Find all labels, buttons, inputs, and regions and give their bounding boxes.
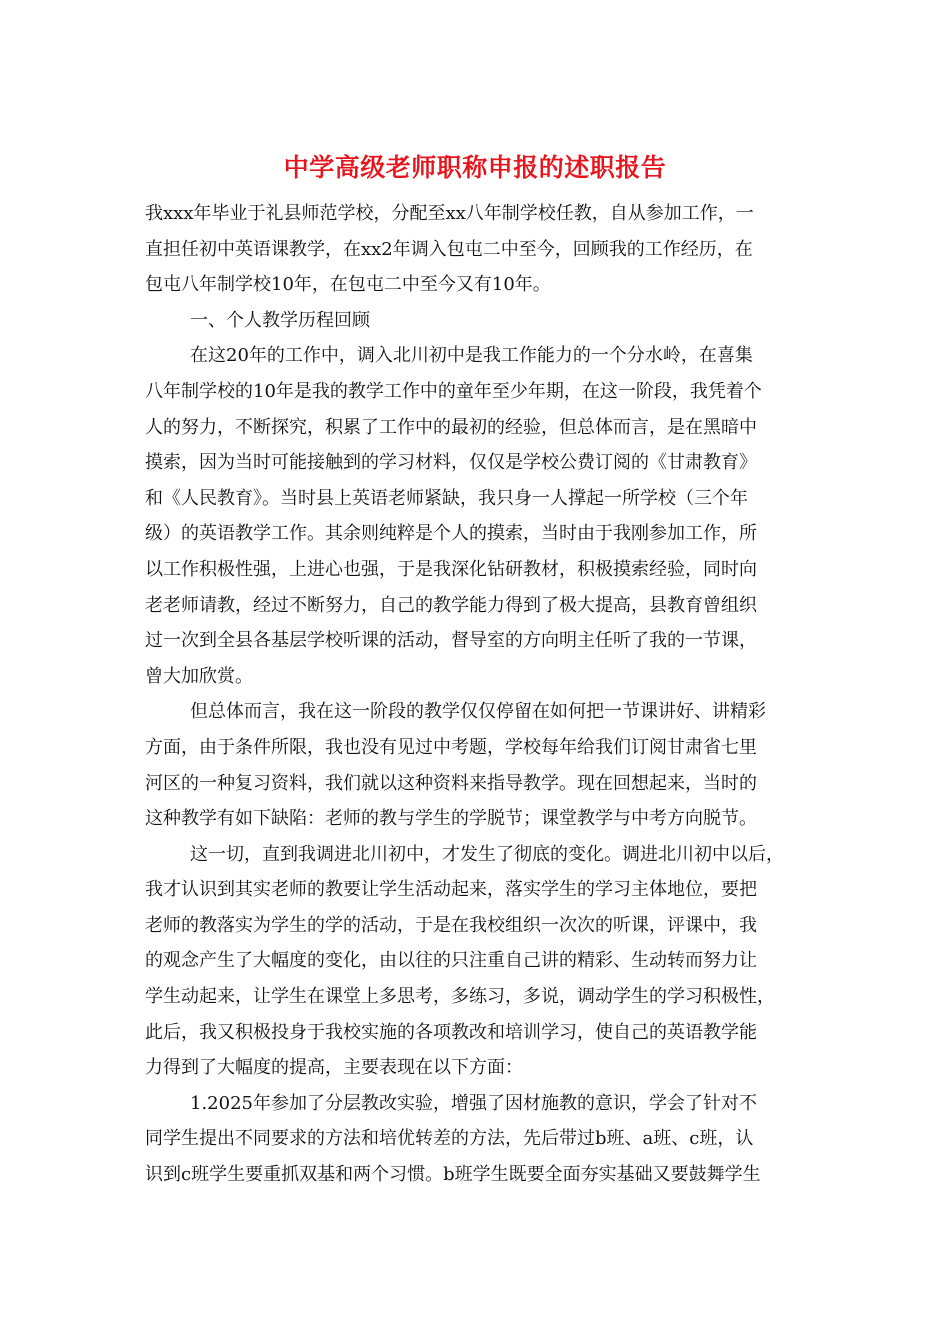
paragraph-line: 我xxx年毕业于礼县师范学校，分配至xx八年制学校任教，自从参加工作，一 [145,203,754,224]
paragraph-line: 包屯八年制学校10年，在包屯二中至今又有10年。 [145,274,551,296]
paragraph-line: 学生动起来，让学生在课堂上多思考，多练习，多说，调动学生的学习积极性， [145,986,775,1008]
document-body [145,196,815,1193]
paragraph-line: 这种教学有如下缺陷：老师的教与学生的学脱节；课堂教学与中考方向脱节。 [145,808,757,830]
paragraph-line: 此后，我又积极投身于我校实施的各项教改和培训学习，使自己的英语教学能 [145,1021,757,1043]
paragraph-line: 力得到了大幅度的提高，主要表现在以下方面： [145,1057,523,1079]
paragraph-line: 一、个人教学历程回顾 [190,309,370,331]
paragraph-line: 八年制学校的10年是我的教学工作中的童年至少年期，在这一阶段，我凭着个 [145,380,762,402]
paragraph-line: 直担任初中英语课教学，在xx2年调入包屯二中至今，回顾我的工作经历，在 [145,238,753,260]
paragraph-line: 在这20年的工作中，调入北川初中是我工作能力的一个分水岭，在喜集 [190,345,753,367]
paragraph-line: 过一次到全县各基层学校听课的活动，督导室的方向明主任听了我的一节课， [145,630,757,652]
document-title: 中学高级老师职称申报的述职报告 [283,153,667,182]
paragraph-line: 老师的教落实为学生的学的活动，于是在我校组织一次次的听课，评课中，我 [145,914,757,936]
paragraph-line: 以工作积极性强，上进心也强，于是我深化钻研教材，积极摸索经验，同时向 [145,558,757,580]
paragraph-line: 同学生提出不同要求的方法和培优转差的方法，先后带过b班、a班、c班，认 [145,1128,754,1150]
paragraph-line: 方面，由于条件所限，我也没有见过中考题，学校每年给我们订阅甘肃省七里 [145,736,757,758]
paragraph-line: 这一切，直到我调进北川初中，才发生了彻底的变化。调进北川初中以后， [190,843,784,865]
paragraph-line: 河区的一种复习资料，我们就以这种资料来指导教学。现在回想起来，当时的 [145,772,757,794]
paragraph-line: 曾大加欣赏。 [145,665,253,687]
paragraph-line: 级）的英语教学工作。其余则纯粹是个人的摸索，当时由于我刚参加工作，所 [145,523,757,545]
paragraph-line: 和《人民教育》。当时县上英语老师紧缺，我只身一人撑起一所学校（三个年 [145,487,748,509]
paragraph-line: 我才认识到其实老师的教要让学生活动起来，落实学生的学习主体地位，要把 [145,879,757,901]
paragraph-line: 但总体而言，我在这一阶段的教学仅仅停留在如何把一节课讲好、讲精彩 [190,701,766,723]
paragraph-line: 的观念产生了大幅度的变化，由以往的只注重自己讲的精彩、生动转而努力让 [145,950,757,972]
paragraph-line: 老老师请教，经过不断努力，自己的教学能力得到了极大提高，县教育曾组织 [145,594,757,616]
paragraph-line: 识到c班学生要重抓双基和两个习惯。b班学生既要全面夯实基础又要鼓舞学生 [145,1164,761,1186]
paragraph-line: 1.2025年参加了分层教改实验，增强了因材施教的意识，学会了针对不 [190,1092,757,1114]
paragraph-line: 摸索，因为当时可能接触到的学习材料，仅仅是学校公费订阅的《甘肃教育》 [145,452,757,474]
paragraph-line: 人的努力，不断探究，积累了工作中的最初的经验，但总体而言，是在黑暗中 [145,416,757,438]
